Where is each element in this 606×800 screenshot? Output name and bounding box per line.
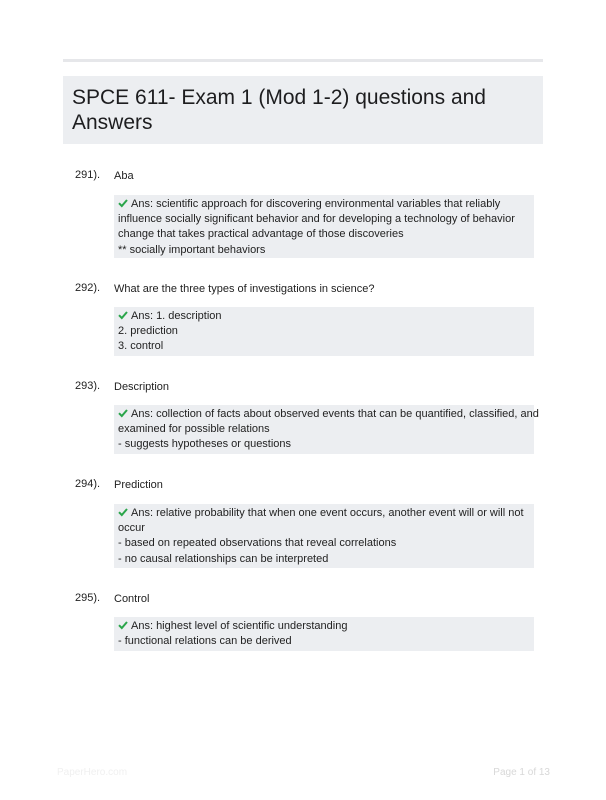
answer-line: Ans: 1. description bbox=[118, 309, 530, 324]
question-block bbox=[75, 168, 535, 256]
question-number: 291). bbox=[75, 169, 101, 181]
question-number: 295). bbox=[75, 592, 101, 604]
question-text: Control bbox=[114, 593, 150, 605]
check-icon bbox=[118, 198, 128, 208]
question-row bbox=[75, 591, 535, 607]
answer-line: occur bbox=[118, 522, 145, 535]
answer-line: - functional relations can be derived bbox=[118, 635, 292, 648]
top-divider bbox=[63, 59, 543, 62]
answer-line: Ans: highest level of scientific understanding bbox=[118, 619, 530, 634]
question-block bbox=[75, 477, 535, 565]
answer-line: Ans: scientific approach for discovering environmental variables that reliably bbox=[118, 197, 530, 212]
question-row bbox=[75, 379, 535, 395]
question-block bbox=[75, 591, 535, 648]
answer-line: - suggests hypotheses or questions bbox=[118, 438, 292, 451]
question-block bbox=[75, 281, 535, 353]
question-block bbox=[75, 379, 539, 451]
check-icon bbox=[118, 620, 128, 630]
title-banner bbox=[63, 76, 543, 144]
answer-box bbox=[114, 617, 534, 651]
answer-box bbox=[114, 307, 534, 356]
answer-line: examined for possible relations bbox=[118, 423, 270, 436]
answer-line: change that takes practical advantage of those discoveries bbox=[118, 228, 404, 241]
page-title: SPCE 611- Exam 1 (Mod 1-2) questions and Answers bbox=[72, 86, 486, 134]
question-number: 293). bbox=[75, 380, 101, 392]
question-number: 292). bbox=[75, 282, 101, 294]
answer-line: - no causal relationships can be interpreted bbox=[118, 552, 329, 565]
answer-box bbox=[114, 195, 534, 258]
question-row bbox=[75, 168, 535, 184]
answer-line: Ans: collection of facts about observed events that can be quantified, classified, and bbox=[118, 407, 530, 422]
footer-watermark: PaperHero.com bbox=[57, 767, 128, 778]
answer-line: 2. prediction bbox=[118, 325, 178, 338]
answer-line: influence socially significant behavior and for developing a technology of behavior bbox=[118, 213, 515, 226]
answer-line: ** socially important behaviors bbox=[118, 243, 266, 256]
answer-line: Ans: relative probability that when one event occurs, another event will or will not bbox=[118, 506, 530, 521]
question-row bbox=[75, 477, 535, 493]
answer-box bbox=[114, 504, 534, 568]
answer-box bbox=[114, 405, 539, 454]
question-text: Prediction bbox=[114, 479, 163, 491]
check-icon bbox=[118, 408, 128, 418]
check-icon bbox=[118, 507, 128, 517]
answer-line: 3. control bbox=[118, 340, 164, 353]
page-number: Page 1 of 13 bbox=[493, 767, 550, 778]
question-number: 294). bbox=[75, 478, 101, 490]
question-row bbox=[75, 281, 535, 297]
question-text: Aba bbox=[114, 170, 134, 182]
question-text: What are the three types of investigations in science? bbox=[114, 283, 375, 295]
check-icon bbox=[118, 310, 128, 320]
answer-line: - based on repeated observations that reveal correlations bbox=[118, 537, 397, 550]
question-text: Description bbox=[114, 381, 170, 393]
